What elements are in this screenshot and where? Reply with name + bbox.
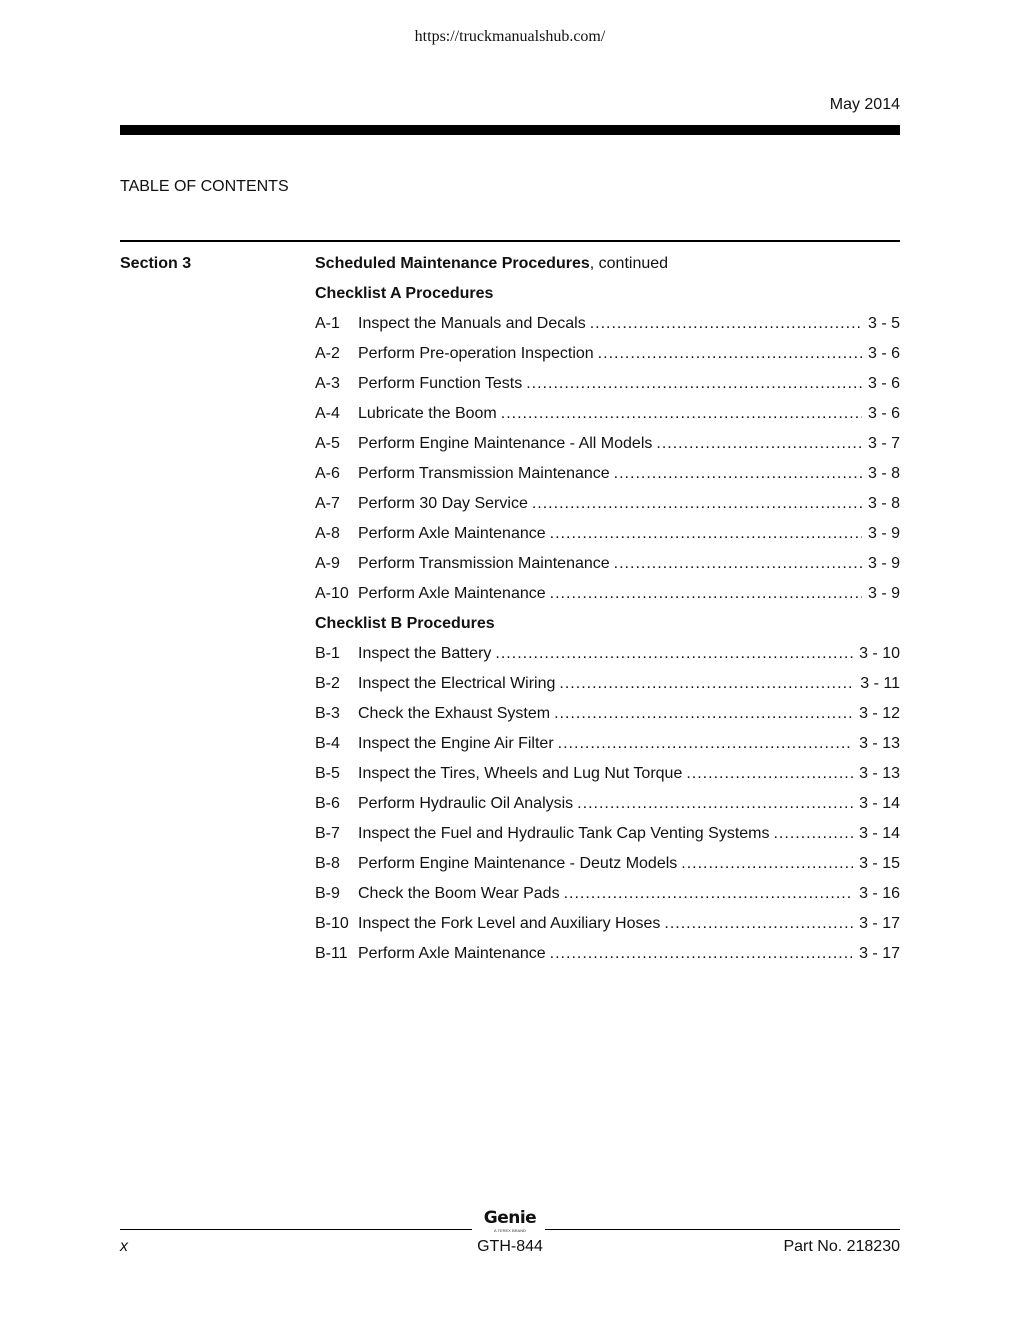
entry-code: B-7 (315, 825, 340, 842)
toc-entry[interactable] (315, 909, 900, 939)
footer-rule-left (120, 1229, 472, 1230)
entry-code: A-9 (315, 555, 340, 572)
dot-leader (501, 399, 862, 429)
entry-title: Inspect the Manuals and Decals (358, 315, 586, 332)
toc-entry[interactable] (315, 519, 900, 549)
toc-entry[interactable] (315, 849, 900, 879)
entry-title: Perform Pre-operation Inspection (358, 345, 594, 362)
toc-entry[interactable] (315, 819, 900, 849)
toc-entry[interactable] (315, 579, 900, 609)
dot-leader (773, 819, 853, 849)
entry-code: B-9 (315, 885, 340, 902)
entry-code: B-3 (315, 705, 340, 722)
entry-page: 3 - 9 (867, 585, 900, 602)
toc-entry[interactable] (315, 489, 900, 519)
entry-title: Inspect the Battery (358, 645, 492, 662)
toc-entry[interactable] (315, 339, 900, 369)
entry-page: 3 - 14 (859, 825, 900, 842)
toc-entry[interactable] (315, 879, 900, 909)
entry-page: 3 - 5 (867, 315, 900, 332)
entry-page: 3 - 6 (867, 345, 900, 362)
entry-title: Perform Engine Maintenance - All Models (358, 435, 653, 452)
toc-entry[interactable] (315, 309, 900, 339)
dot-leader (495, 639, 853, 669)
entry-code: A-1 (315, 315, 340, 332)
entry-page: 3 - 13 (859, 765, 900, 782)
entry-page: 3 - 6 (867, 375, 900, 392)
entry-title: Inspect the Fork Level and Auxiliary Hoses (358, 915, 661, 932)
entry-page: 3 - 17 (859, 945, 900, 962)
entry-page: 3 - 8 (867, 495, 900, 512)
entry-code: B-11 (315, 945, 348, 962)
toc-entry[interactable] (315, 369, 900, 399)
logo-wordmark: Genie (483, 1208, 537, 1228)
toc-content (315, 249, 900, 969)
header-date: May 2014 (829, 96, 900, 113)
toc-entry[interactable] (315, 459, 900, 489)
entry-code: B-4 (315, 735, 340, 752)
section-title-suffix: , continued (589, 255, 669, 272)
entry-title: Inspect the Engine Air Filter (358, 735, 554, 752)
dot-leader (532, 489, 862, 519)
entry-code: B-8 (315, 855, 340, 872)
genie-logo (480, 1208, 540, 1233)
entry-page: 3 - 7 (867, 435, 900, 452)
header-bar (120, 125, 900, 135)
dot-leader (577, 789, 853, 819)
dot-leader (614, 549, 862, 579)
section-heading (315, 249, 900, 279)
entry-title: Perform 30 Day Service (358, 495, 528, 512)
dot-leader (614, 459, 862, 489)
section-title: Scheduled Maintenance Procedures (315, 255, 590, 272)
toc-entry[interactable] (315, 729, 900, 759)
entry-title: Check the Exhaust System (358, 705, 551, 722)
footer-page-number: x (120, 1238, 128, 1255)
entry-page: 3 - 11 (860, 675, 900, 692)
logo-tagline: A TEREX BRAND (494, 1228, 526, 1233)
entry-title: Perform Transmission Maintenance (358, 555, 610, 572)
dot-leader (598, 339, 862, 369)
entry-code: A-6 (315, 465, 340, 482)
entry-page: 3 - 9 (867, 525, 900, 542)
entry-page: 3 - 17 (859, 915, 900, 932)
toc-groups (315, 279, 900, 969)
entry-page: 3 - 9 (867, 555, 900, 572)
dot-leader (664, 909, 853, 939)
dot-leader (550, 519, 862, 549)
entry-code: B-1 (315, 645, 340, 662)
dot-leader (554, 699, 853, 729)
toc-entry[interactable] (315, 939, 900, 969)
entry-title: Perform Hydraulic Oil Analysis (358, 795, 574, 812)
dot-leader (526, 369, 862, 399)
entry-page: 3 - 12 (859, 705, 900, 722)
entry-code: A-10 (315, 585, 349, 602)
entry-code: A-4 (315, 405, 340, 422)
entry-title: Check the Boom Wear Pads (358, 885, 560, 902)
entry-code: B-10 (315, 915, 349, 932)
toc-entry[interactable] (315, 759, 900, 789)
entry-page: 3 - 13 (859, 735, 900, 752)
dot-leader (686, 759, 853, 789)
section-label: Section 3 (120, 255, 192, 272)
toc-entry[interactable] (315, 639, 900, 669)
dot-leader (656, 429, 862, 459)
entry-title: Perform Transmission Maintenance (358, 465, 610, 482)
toc-entry[interactable] (315, 429, 900, 459)
entry-code: A-8 (315, 525, 340, 542)
entry-title: Perform Axle Maintenance (358, 585, 546, 602)
toc-entry[interactable] (315, 669, 900, 699)
footer-model: GTH-844 (477, 1238, 543, 1255)
entry-page: 3 - 6 (867, 405, 900, 422)
footer-part-number: Part No. 218230 (783, 1238, 900, 1255)
section-divider (120, 240, 900, 242)
entry-code: B-2 (315, 675, 340, 692)
toc-entry[interactable] (315, 699, 900, 729)
entry-title: Lubricate the Boom (358, 405, 497, 422)
entry-page: 3 - 15 (859, 855, 900, 872)
dot-leader (558, 729, 853, 759)
entry-title: Perform Axle Maintenance (358, 945, 546, 962)
entry-code: A-3 (315, 375, 340, 392)
source-url[interactable]: https://truckmanualshub.com/ (414, 28, 606, 45)
dot-leader (681, 849, 853, 879)
entry-title: Perform Engine Maintenance - Deutz Models (358, 855, 678, 872)
entry-page: 3 - 14 (859, 795, 900, 812)
dot-leader (559, 669, 854, 699)
entry-page: 3 - 8 (867, 465, 900, 482)
dot-leader (550, 579, 862, 609)
entry-title: Perform Function Tests (358, 375, 523, 392)
entry-code: A-5 (315, 435, 340, 452)
entry-title: Inspect the Electrical Wiring (358, 675, 556, 692)
entry-title: Inspect the Fuel and Hydraulic Tank Cap Venting Systems (358, 825, 770, 842)
dot-leader (590, 309, 862, 339)
toc-entry[interactable] (315, 549, 900, 579)
entry-title: Inspect the Tires, Wheels and Lug Nut Torque (358, 765, 683, 782)
entry-code: B-6 (315, 795, 340, 812)
entry-code: A-7 (315, 495, 340, 512)
toc-entry[interactable] (315, 789, 900, 819)
entry-page: 3 - 10 (859, 645, 900, 662)
footer-rule-right (545, 1229, 900, 1230)
entry-page: 3 - 16 (859, 885, 900, 902)
entry-code: A-2 (315, 345, 340, 362)
entry-title: Perform Axle Maintenance (358, 525, 546, 542)
dot-leader (564, 879, 854, 909)
checklist-heading: Checklist A Procedures (315, 285, 494, 302)
checklist-heading: Checklist B Procedures (315, 615, 495, 632)
entry-code: B-5 (315, 765, 340, 782)
toc-title: TABLE OF CONTENTS (120, 178, 289, 195)
toc-entry[interactable] (315, 399, 900, 429)
dot-leader (550, 939, 853, 969)
